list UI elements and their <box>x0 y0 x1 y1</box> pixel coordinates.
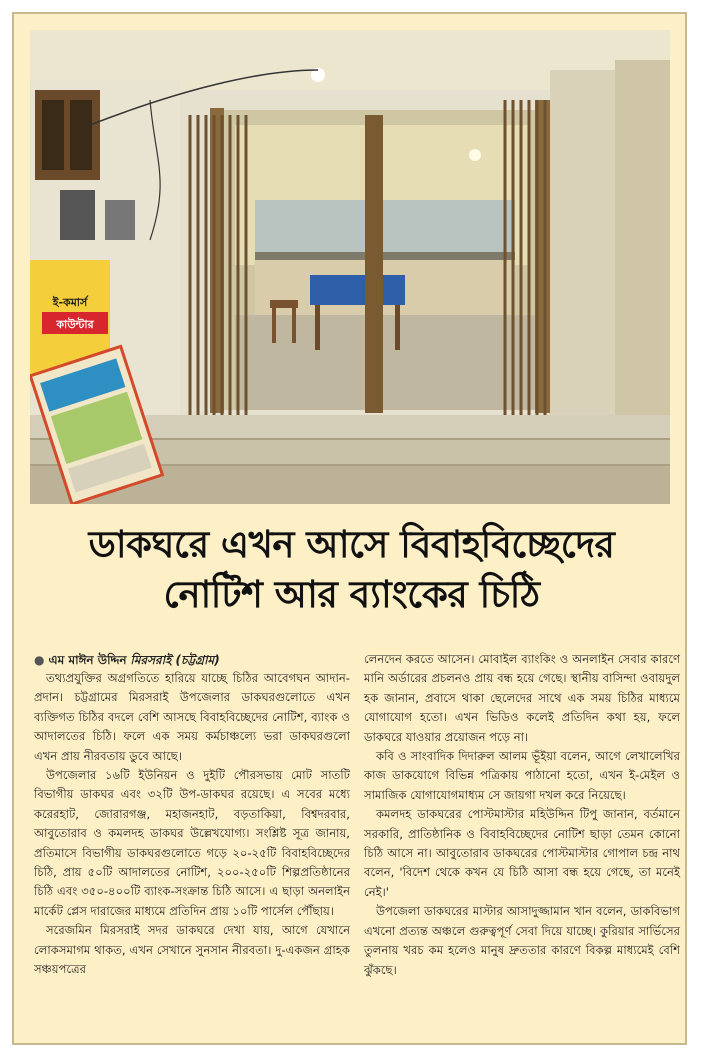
post-office-illustration <box>30 30 670 504</box>
paragraph: কমলদহ ডাকঘরের পোস্টমাস্টার মহিউদ্দিন টিপু জানান, বর্তমানে সরকারি, প্রাতিষ্ঠানিক ও বিবাহবিচ্ছেদের নোটিশ ছাড়া তেমন কোনো চিঠি আসে না। আবুতোরাব ডাকঘরের পোস্টমাস্টার গোপাল চন্দ্র নাথ বলেন, 'বিদেশ থেকে কখন যে চিঠি আসা বন্ধ হয়ে গেছে, তা মনেই নেই।' <box>364 807 680 899</box>
newspaper-clipping <box>12 12 687 1045</box>
byline-place: মিরসরাই (চট্টগ্রাম) <box>130 653 220 667</box>
article-column-left <box>34 669 350 980</box>
article-column-right <box>364 650 680 980</box>
paragraph: উপজেলা ডাকঘরের মাস্টার আসাদুজ্জামান খান বলেন, ডাকবিভাগ এখনো প্রত্যন্ত অঞ্চলে গুরুত্বপূর্ণ সেবা দিয়ে যাচ্ছে। কুরিয়ার সার্ভিসের তুলনায় খরচ কম হলেও মানুষ দ্রুততার কারণে বিকল্প মাধ্যমেই বেশি ঝুঁকছে। <box>364 904 680 977</box>
headline-line-1: ডাকঘরে এখন আসে বিবাহবিচ্ছেদের <box>88 523 615 566</box>
paragraph: তথ্যপ্রযুক্তির অগ্রগতিতে হারিয়ে যাচ্ছে চিঠির আবেগঘন আদান-প্রদান। চট্টগ্রামের মিরসরাই উপজেলার ডাকঘরগুলোতে এখন ব্যক্তিগত চিঠির বদলে বেশি আসছে বিবাহবিচ্ছেদের নোটিশ, ব্যাংক ও আদালতের চিঠি। ফলে এক সময় কর্মচাঞ্চল্যে ভরা ডাকঘরগুলো এখন প্রায় নীরবতায় ডুবে আছে। <box>34 671 350 763</box>
paragraph: লেনদেন করতে আসেন। মোবাইল ব্যাংকিং ও অনলাইন সেবার কারণে মানি অর্ডারের প্রচলনও প্রায় বন্ধ হয়ে গেছে। স্থানীয় বাসিন্দা ওবায়দুল হক জানান, প্রবাসে থাকা ছেলেদের সাথে এক সময় চিঠির মাধ্যমে যোগাযোগ হতো। এখন ভিডিও কলেই প্রতিদিন কথা হয়, ফলে ডাকঘরে যাওয়ার প্রয়োজন পড়ে না। <box>364 652 680 744</box>
paragraph: কবি ও সাংবাদিক দিদারুল আলম ভূঁইয়া বলেন, আগে লেখালেখির কাজ ডাকযোগে বিভিন্ন পত্রিকায় পাঠানো হতো, এখন ই-মেইল ও সামাজিক যোগাযোগমাধ্যম সে জায়গা দখল করে নিয়েছে। <box>364 749 680 802</box>
headline <box>24 520 679 620</box>
paragraph: সরেজমিন মিরসরাই সদর ডাকঘরে দেখা যায়, আগে যেখানে লোকসমাগম থাকত, এখন সেখানে সুনসান নীরবতা। দু-একজন গ্রাহক সঞ্চয়পত্রের <box>34 923 350 977</box>
bullet-icon: ● <box>34 653 45 667</box>
sign-line-2: কাউন্টার <box>56 318 94 331</box>
post-office-photo <box>30 30 670 504</box>
headline-line-2: নোটিশ আর ব্যাংকের চিঠি <box>163 573 540 616</box>
byline-author: এম মাঈন উদ্দিন <box>48 653 127 667</box>
paragraph: উপজেলার ১৬টি ইউনিয়ন ও দুইটি পৌরসভায় মোট সাতটি বিভাগীয় ডাকঘর এবং ৩২টি উপ-ডাকঘর রয়েছে। এ সবের মধ্যে করেরহাট, জোরারগঞ্জ, মহাজনহাট, বড়তাকিয়া, বিশ্বদরবার, আবুতোরাব ও কমলদহ ডাকঘর উল্লেখযোগ্য। সংশ্লিষ্ট সূত্র জানায়, প্রতিমাসে বিভাগীয় ডাকঘরগুলোতে গড়ে ২০-২৫টি বিবাহবিচ্ছেদের চিঠি, প্রায় ৫০টি আদালতের নোটিশ, ২০০-২৫০টি শিল্পপ্রতিষ্ঠানের চিঠি এবং ৩৫০-৪০০টি ব্যাংক-সংক্রান্ত চিঠি আসে। এ ছাড়া অনলাইন মার্কেট প্লেস দারাজের মাধ্যমে প্রতিদিন প্রায় ১০টি পার্সেল পৌঁছায়। <box>34 768 350 918</box>
sign-line-1: ই-কমার্স <box>52 296 88 309</box>
